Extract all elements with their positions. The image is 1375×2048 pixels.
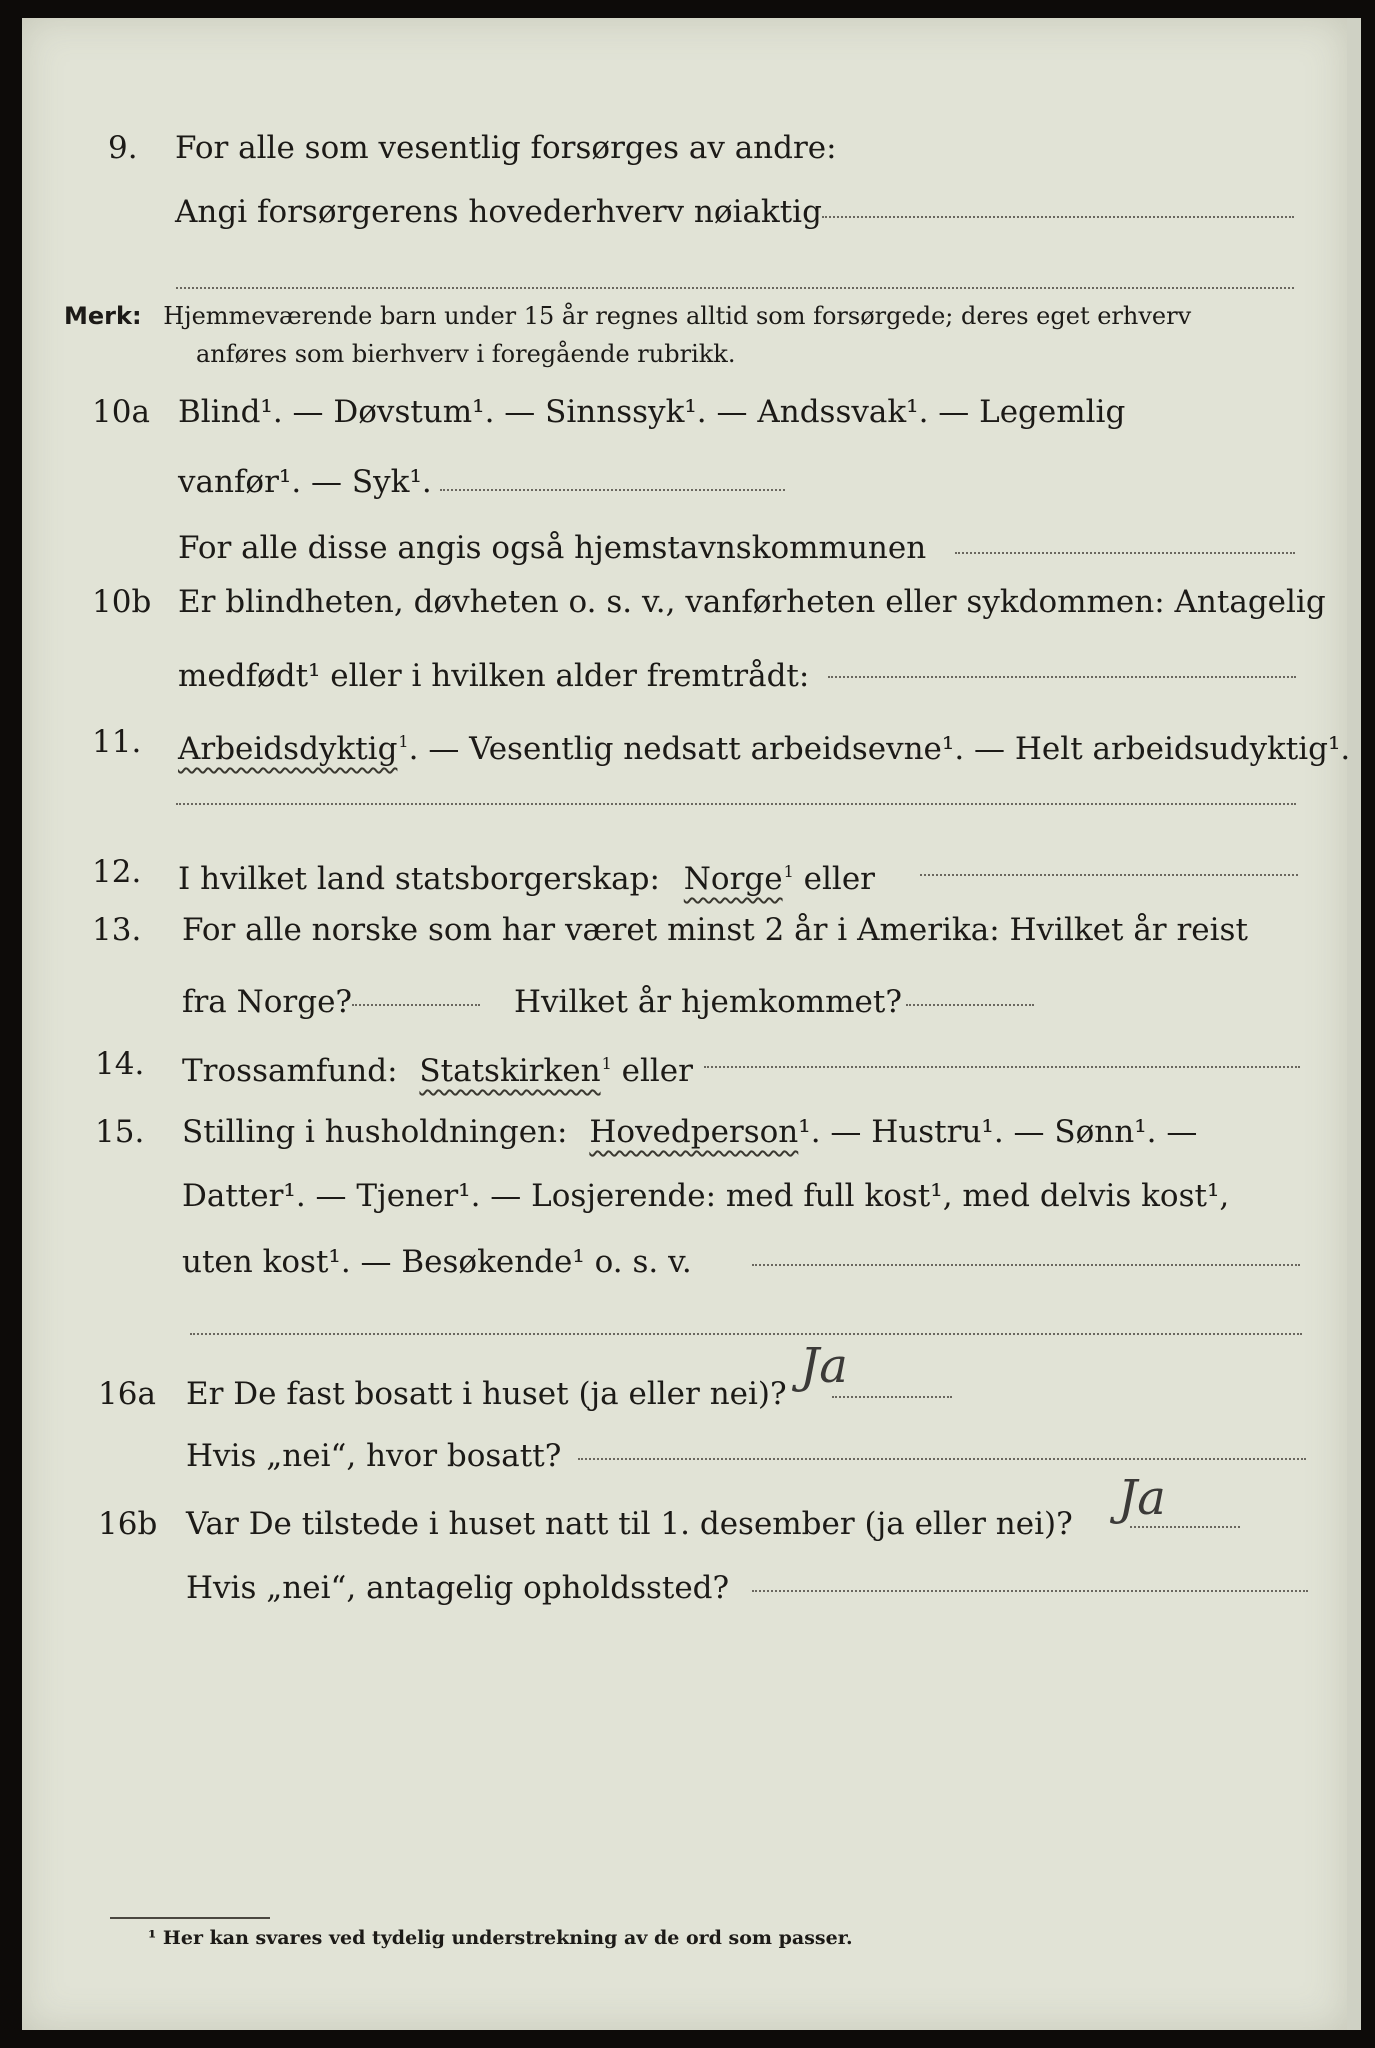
note-text: Hjemmeværende barn under 15 år regnes alltid som forsørgede; deres eget erhverv (163, 302, 1192, 330)
footnote-mark: 1 (783, 862, 794, 881)
question-text: Datter¹. — Tjener¹. — Losjerende: med full kost¹, med delvis kost¹, (182, 1178, 1230, 1214)
answer-line-year-home[interactable] (906, 1004, 1034, 1006)
answer-line[interactable] (440, 489, 785, 491)
question-text: For alle som vesentlig forsørges av andre: (175, 130, 837, 166)
answer-line[interactable] (578, 1458, 1306, 1460)
question-text: uten kost¹. — Besøkende¹ o. s. v. (182, 1244, 692, 1280)
question-number: 10a (92, 394, 150, 430)
answer-line[interactable] (828, 676, 1296, 678)
answer-line[interactable] (920, 874, 1298, 876)
question-text: I hvilket land statsborgerskap: (178, 861, 660, 897)
question-number: 11. (92, 724, 142, 760)
answer-line[interactable] (1130, 1526, 1240, 1528)
answer-line[interactable] (176, 803, 1296, 805)
question-text: Blind¹. — Døvstum¹. — Sinnssyk¹. — Andssvak¹. — Legemlig (178, 394, 1126, 430)
footnote-mark: 1 (398, 732, 409, 751)
answer-line-year-left[interactable] (352, 1004, 480, 1006)
question-number: 14. (95, 1046, 145, 1082)
question-text: For alle disse angis også hjemstavnskommunen (178, 530, 927, 566)
question-text: eller (803, 861, 875, 897)
note (64, 298, 1191, 334)
question-text: Trossamfund: (182, 1053, 398, 1089)
answer-line[interactable] (955, 552, 1295, 554)
option-statskirken-underlined: Statskirken (419, 1053, 601, 1089)
option-hovedperson-underlined: Hovedperson (589, 1114, 799, 1150)
question-text: . — Vesentlig nedsatt arbeidsevne¹. — Helt arbeidsudyktig¹. (408, 731, 1351, 767)
note-text: anføres som bierhverv i foregående rubrikk. (196, 340, 736, 368)
option-arbeidsdyktig-underlined: Arbeidsdyktig (178, 731, 398, 767)
page-edge (1347, 18, 1361, 2030)
question-text: fra Norge? (182, 984, 353, 1020)
question-text: medfødt¹ eller i hvilken alder fremtrådt: (178, 658, 810, 694)
question-text: Hvis „nei“, hvor bosatt? (186, 1438, 562, 1474)
question-number: 9. (108, 130, 138, 166)
note-line2 (196, 336, 735, 372)
answer-line[interactable] (752, 1264, 1300, 1266)
answer-line[interactable] (190, 1333, 1302, 1335)
question-text: ¹. — Hustru¹. — Sønn¹. — (798, 1114, 1198, 1150)
answer-line[interactable] (822, 216, 1294, 218)
option-norge-underlined: Norge (683, 861, 783, 897)
footnote: ¹ Her kan svares ved tydelig understrekning av de ord som passer. (148, 1927, 853, 1949)
question-text: vanfør¹. — Syk¹. (178, 464, 432, 500)
answer-line[interactable] (176, 287, 1294, 289)
question-text: Hvis „nei“, antagelig opholdssted? (186, 1570, 730, 1606)
question-text: eller (621, 1053, 693, 1089)
answer-line[interactable] (752, 1590, 1308, 1592)
answer-line[interactable] (832, 1396, 952, 1398)
handwritten-answer-16b: Ja (1118, 1470, 1166, 1526)
footnote-mark: 1 (601, 1054, 612, 1073)
handwritten-answer-16a: Ja (800, 1338, 848, 1394)
question-number: 16b (98, 1506, 158, 1542)
question-text: Er blindheten, døvheten o. s. v., vanførheten eller sykdommen: Antagelig (178, 584, 1326, 620)
question-text: Hvilket år hjemkommet? (514, 984, 902, 1020)
question-number: 12. (92, 854, 142, 890)
question-number: 15. (95, 1114, 145, 1150)
question-text: Stilling i husholdningen: (182, 1114, 568, 1150)
footnote-rule (110, 1917, 270, 1919)
question-text: Angi forsørgerens hovederhverv nøiaktig (175, 194, 822, 230)
question-number: 13. (92, 912, 142, 948)
question-number: 10b (92, 584, 152, 620)
note-label: Merk: (64, 302, 142, 330)
answer-line[interactable] (704, 1066, 1300, 1068)
question-text: Var De tilstede i huset natt til 1. desember (ja eller nei)? (186, 1506, 1073, 1542)
question-text: For alle norske som har været minst 2 år i Amerika: Hvilket år reist (182, 912, 1248, 948)
question-number: 16a (98, 1376, 156, 1412)
question-text: Er De fast bosatt i huset (ja eller nei)? (186, 1376, 787, 1412)
